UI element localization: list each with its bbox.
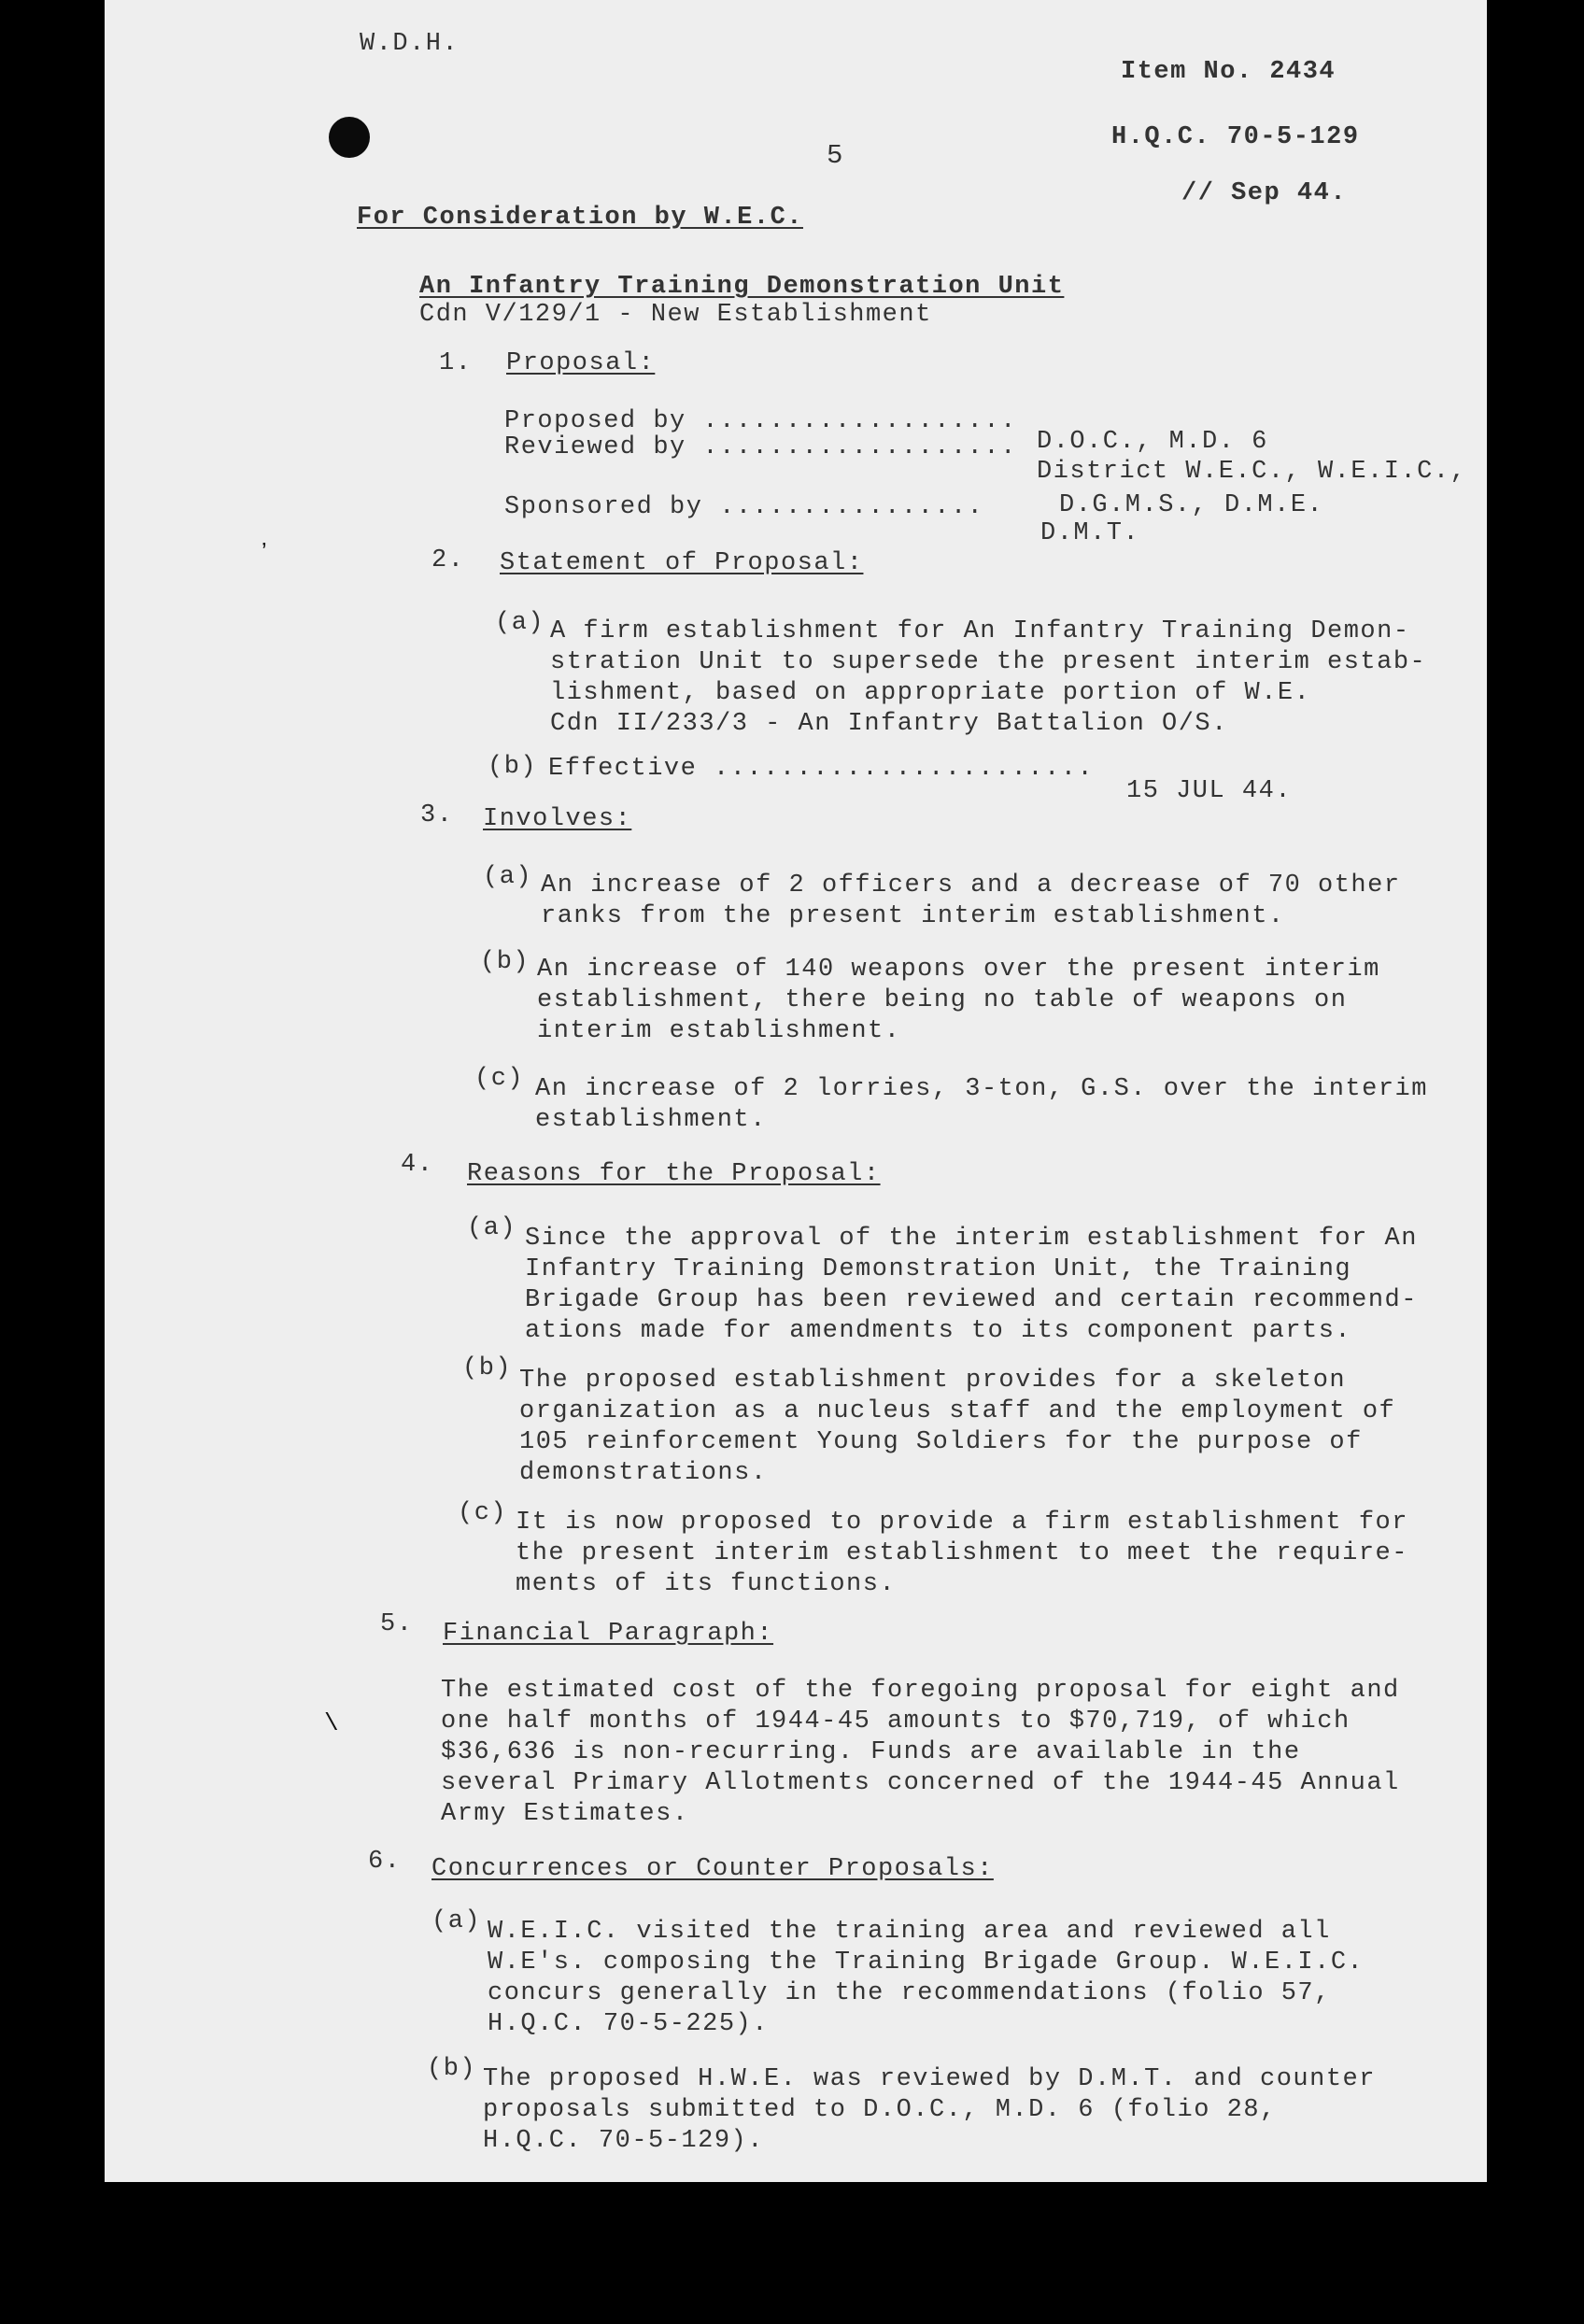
section-heading-proposal: Proposal: [506, 349, 656, 377]
reasons-paragraph-b: The proposed establishment provides for a skeleton organization as a nucleus staff and the employment of 105 reinforcement Young Soldiers for the purpose of demonstrations. [519, 1367, 1396, 1487]
section-heading-statement: Statement of Proposal: [500, 549, 864, 577]
item-label: (b) [480, 948, 530, 976]
section-number: 3. [420, 801, 454, 829]
involves-paragraph-a: An increase of 2 officers and a decrease of 70 other ranks from the present interim establishment. [541, 872, 1401, 930]
involves-paragraph-b: An increase of 140 weapons over the present interim establishment, there being no table of weapons on interim establishment. [537, 956, 1380, 1045]
reviewed-by-value-2: D.G.M.S., D.M.E. [1059, 491, 1324, 519]
consideration-heading: For Consideration by W.E.C. [357, 204, 803, 232]
item-label: (a) [431, 1907, 482, 1935]
item-label: (b) [488, 753, 538, 781]
involves-paragraph-c: An increase of 2 lorries, 3-ton, G.S. over the interim establishment. [535, 1075, 1428, 1134]
item-label: (b) [462, 1354, 513, 1382]
item-label: (c) [474, 1065, 525, 1093]
punch-hole [329, 117, 370, 158]
section-number: 6. [368, 1848, 402, 1876]
effective-label: Effective ....................... [548, 755, 1095, 783]
margin-mark: ʼ [257, 540, 272, 568]
section-number: 4. [401, 1151, 434, 1179]
proposed-by-label: Proposed by ................... [504, 407, 1017, 435]
reviewed-by-label: Reviewed by ................... [504, 433, 1017, 461]
item-label: (c) [458, 1499, 508, 1527]
proposed-by-value: D.O.C., M.D. 6 [1037, 428, 1268, 456]
section-heading-financial: Financial Paragraph: [443, 1620, 774, 1648]
unit-title: An Infantry Training Demonstration Unit [419, 273, 1065, 301]
file-reference: H.Q.C. 70-5-129 [1111, 123, 1360, 151]
sponsored-by-value: D.M.T. [1040, 519, 1140, 547]
page-number: 5 [827, 140, 844, 171]
document-page [105, 0, 1487, 2182]
section-heading-reasons: Reasons for the Proposal: [467, 1160, 881, 1188]
margin-mark: \ [324, 1709, 339, 1737]
sponsored-by-label: Sponsored by ................ [504, 493, 984, 521]
item-label: (a) [483, 863, 533, 891]
reasons-paragraph-c: It is now proposed to provide a firm establishment for the present interim establishment to meet the require- ments of its functions. [516, 1509, 1408, 1598]
section-heading-involves: Involves: [483, 805, 632, 833]
reasons-paragraph-a: Since the approval of the interim establishment for An Infantry Training Demonstration Unit, the Training Brigade Group has been reviewed and certain recommend- ations made for amendments to its component parts. [525, 1225, 1418, 1345]
statement-paragraph-a: A firm establishment for An Infantry Training Demon- stration Unit to supersede the present interim estab- lishment, based on appropriate portion of W.E. Cdn II/233/3 - An Infantry Battalion O/S. [550, 617, 1427, 738]
section-number: 5. [380, 1610, 414, 1638]
section-heading-concurrences: Concurrences or Counter Proposals: [431, 1855, 994, 1883]
effective-date: 15 JUL 44. [1126, 777, 1293, 805]
unit-subtitle: Cdn V/129/1 - New Establishment [419, 301, 932, 329]
section-number: 1. [439, 349, 473, 377]
concurrences-paragraph-a: W.E.I.C. visited the training area and reviewed all W.E's. composing the Training Brigade Group. W.E.I.C. concurs generally in the recommendations (folio 57, H.Q.C. 70-5-225). [488, 1918, 1365, 2038]
item-label: (a) [495, 609, 545, 637]
reviewed-by-value: District W.E.C., W.E.I.C., [1037, 458, 1467, 486]
item-label: (a) [467, 1214, 517, 1242]
section-number: 2. [431, 546, 465, 574]
financial-paragraph: The estimated cost of the foregoing proposal for eight and one half months of 1944-45 amounts to $70,719, of which $36,636 is non-recurring. Funds are available in the several Primary Allotments concerned of the 1944-45 Annual Army Estimates. [441, 1677, 1400, 1828]
concurrences-paragraph-b: The proposed H.W.E. was reviewed by D.M.T. and counter proposals submitted to D.O.C., M.D. 6 (folio 28, H.Q.C. 70-5-129). [483, 2065, 1376, 2155]
item-number: Item No. 2434 [1121, 58, 1336, 86]
document-date: // Sep 44. [1181, 179, 1348, 207]
item-label: (b) [427, 2055, 477, 2083]
author-initials: W.D.H. [360, 30, 460, 58]
